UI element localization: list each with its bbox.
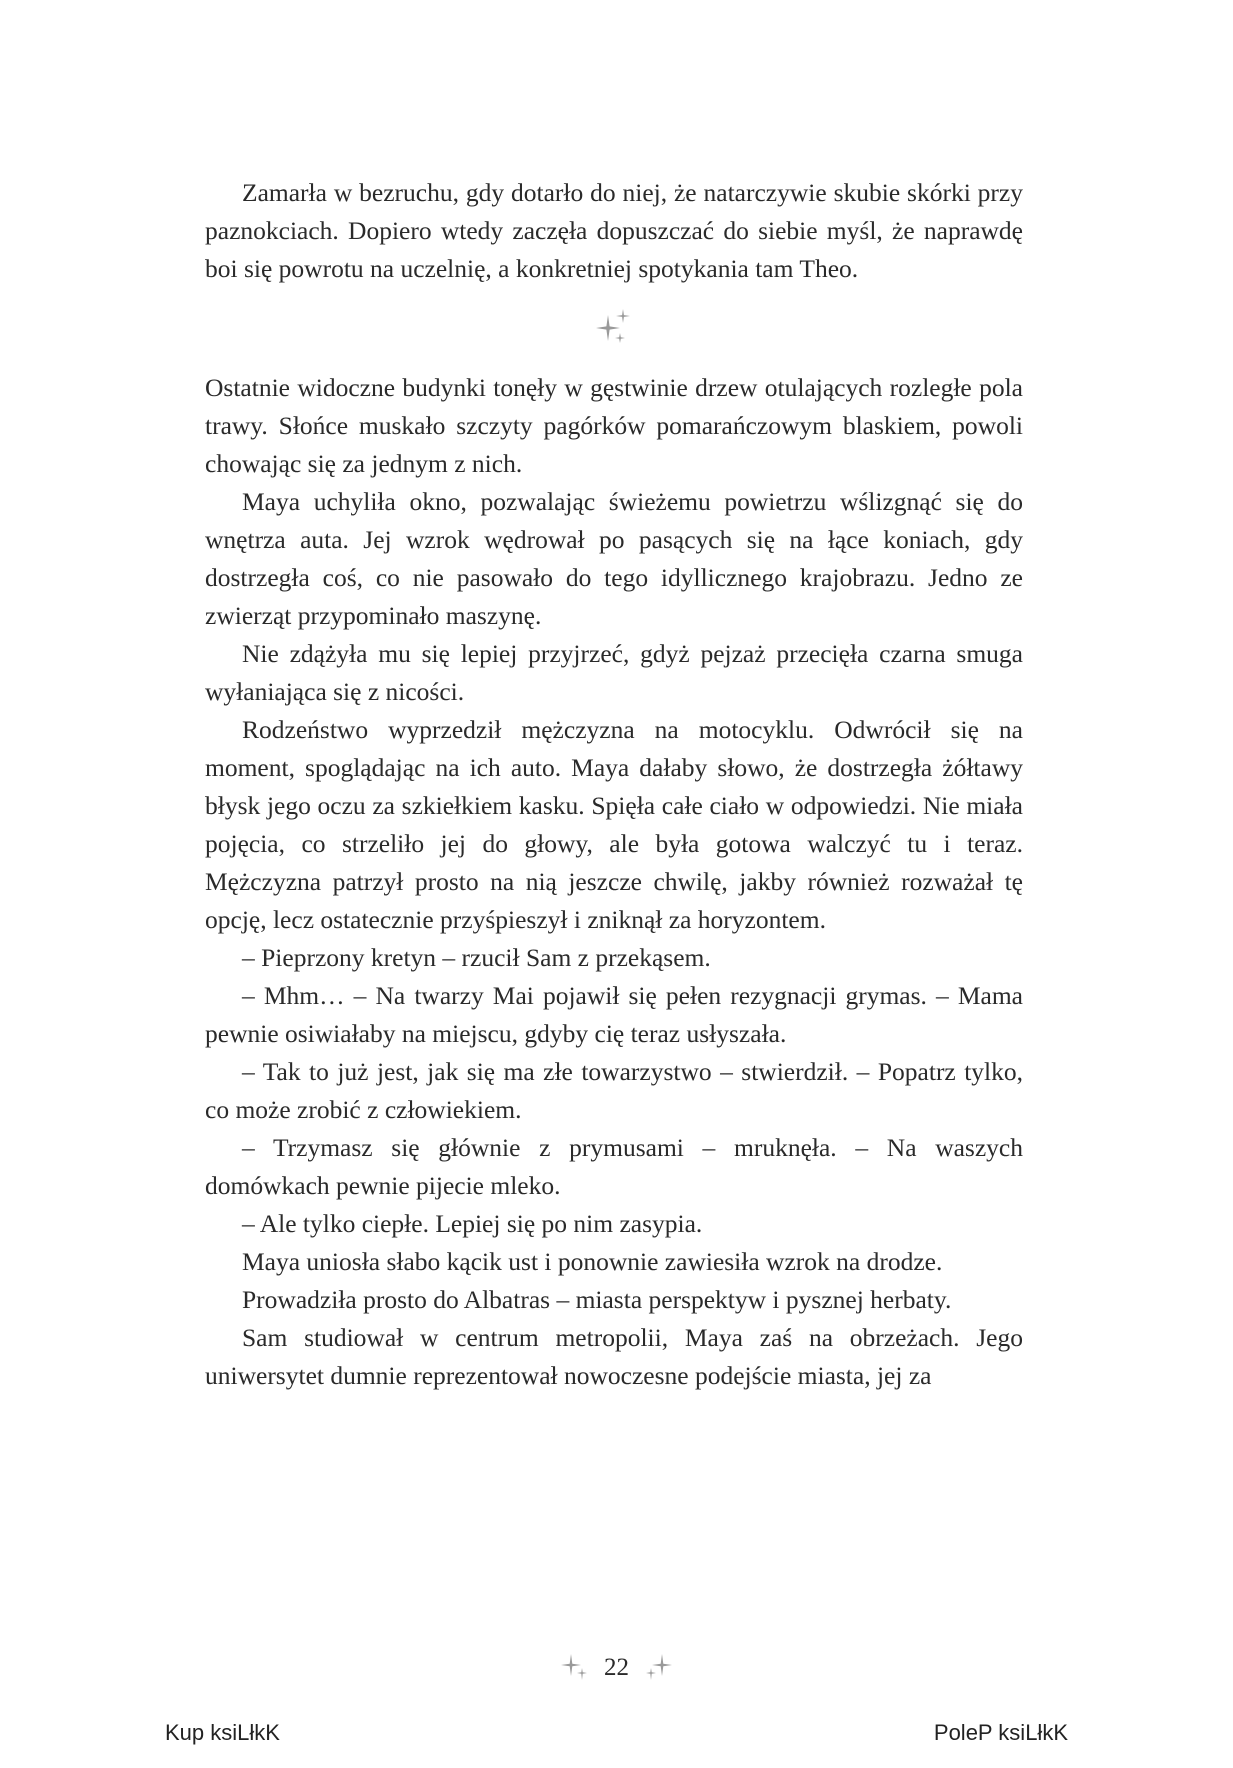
- dialogue-line: – Ale tylko ciepłe. Lepiej się po nim zasypia.: [242, 1209, 703, 1238]
- paragraph: Nie zdążyła mu się lepiej przyjrzeć, gdyż pejzaż przecięła czarna smuga wyłaniająca się z nicości.: [205, 639, 1023, 706]
- paragraph: Sam studiował w centrum metropolii, Maya zaś na obrzeżach. Jego uniwersytet dumnie reprezentował nowoczesne podejście miasta, jej za: [205, 1323, 1023, 1390]
- dialogue-line: – Trzymasz się głównie z prymusami – mruknęła. – Na waszych domówkach pewnie pijecie mleko.: [205, 1133, 1023, 1200]
- paragraph: Maya uniosła słabo kącik ust i ponownie zawiesiła wzrok na drodze.: [242, 1247, 943, 1276]
- paragraph: Zamarła w bezruchu, gdy dotarło do niej, że natarczywie skubie skórki przy paznokciach. Dopiero wtedy zaczęła dopuszczać do siebie myśl, że naprawdę boi się powrotu na uczelnię, a konkretniej spotykania tam Theo.: [205, 178, 1023, 283]
- paragraph: Prowadziła prosto do Albatras – miasta perspektyw i pysznej herbaty.: [242, 1285, 952, 1314]
- sparkle-left-icon: [560, 1650, 590, 1686]
- paragraph: Ostatnie widoczne budynki tonęły w gęstwinie drzew otulających rozległe pola trawy. Słońce muskało szczyty pagórków pomarańczowym blaskiem, powoli chowając się za jednym z nich.: [205, 373, 1023, 478]
- sparkle-right-icon: [643, 1650, 673, 1686]
- dialogue-line: – Tak to już jest, jak się ma złe towarzystwo – stwierdził. – Popatrz tylko, co może zrobić z człowiekiem.: [205, 1057, 1023, 1124]
- page-folio: [0, 1650, 1233, 1686]
- buy-book-link[interactable]: Kup ksiLłkK: [165, 1720, 280, 1745]
- dialogue-line: – Mhm… – Na twarzy Mai pojawił się pełen rezygnacji grymas. – Mama pewnie osiwiałaby na miejscu, gdyby cię teraz usłyszała.: [205, 981, 1023, 1048]
- paragraph: Rodzeństwo wyprzedził mężczyzna na motocyklu. Odwrócił się na moment, spoglądając na ich auto. Maya dałaby słowo, że dostrzegła żółtawy błysk jego oczu za szkiełkiem kasku. Spięła całe ciało w odpowiedzi. Nie miała pojęcia, co strzeliło jej do głowy, ale była gotowa walczyć tu i teraz. Mężczyzna patrzył prosto na nią jeszcze chwilę, jakby również rozważał tę opcję, lecz ostatecznie przyśpieszył i zniknął za horyzontem.: [205, 715, 1023, 934]
- sparkle-ornament-icon: [594, 307, 634, 351]
- dialogue-line: – Pieprzony kretyn – rzucił Sam z przekąsem.: [242, 943, 711, 972]
- section-break: [205, 288, 1023, 369]
- recommend-book-link[interactable]: PoleP ksiLłkK: [933, 1720, 1068, 1745]
- page-number: 22: [604, 1654, 629, 1681]
- paragraph: Maya uchyliła okno, pozwalając świeżemu powietrzu wślizgnąć się do wnętrza auta. Jej wzrok wędrował po pasących się na łące koniach, gdy dostrzegła coś, co nie pasowało do tego idyllicznego krajobrazu. Jedno ze zwierząt przypominało maszynę.: [205, 487, 1023, 630]
- page-body: [205, 174, 1023, 1395]
